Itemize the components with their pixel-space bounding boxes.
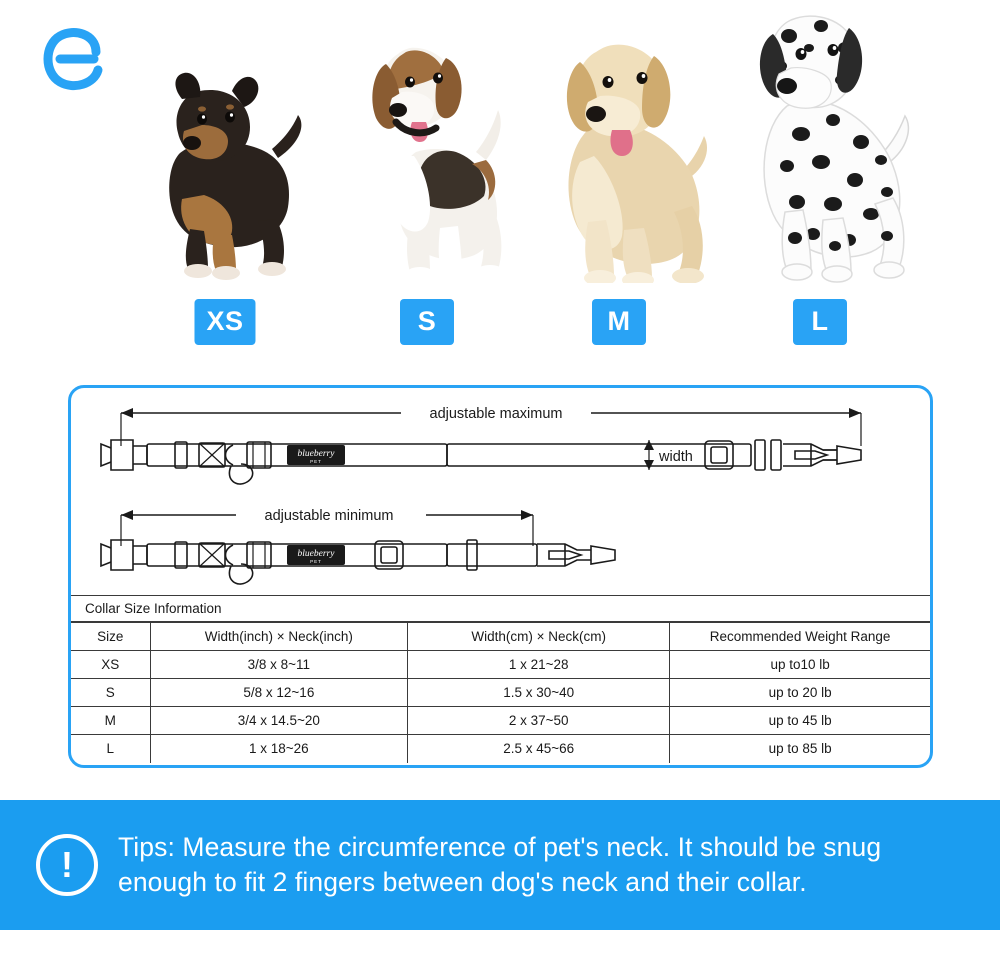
table-row bbox=[71, 735, 930, 763]
cell-cm: 2.5 x 45~66 bbox=[408, 735, 670, 763]
brand-logo bbox=[34, 22, 108, 96]
th-inch: Width(inch) × Neck(inch) bbox=[150, 623, 408, 651]
table-row bbox=[71, 679, 930, 707]
cell-cm: 2 x 37~50 bbox=[408, 707, 670, 735]
cell-inch: 3/4 x 14.5~20 bbox=[150, 707, 408, 735]
cell-weight: up to 20 lb bbox=[670, 679, 930, 707]
cell-size: S bbox=[71, 679, 150, 707]
dog-size-gallery bbox=[120, 0, 1000, 355]
exclamation-circle-icon: ! bbox=[36, 834, 98, 896]
table-header-row bbox=[71, 623, 930, 651]
dog-size-item bbox=[725, 0, 915, 355]
collar-size-table bbox=[71, 595, 930, 763]
cell-cm: 1.5 x 30~40 bbox=[408, 679, 670, 707]
table-caption: Collar Size Information bbox=[71, 595, 930, 622]
cell-inch: 5/8 x 12~16 bbox=[150, 679, 408, 707]
cell-weight: up to 85 lb bbox=[670, 735, 930, 763]
width-label: width bbox=[659, 449, 693, 465]
dog-golden-retriever-photo-icon bbox=[524, 8, 714, 283]
cell-inch: 3/8 x 8~11 bbox=[150, 651, 408, 679]
th-cm: Width(cm) × Neck(cm) bbox=[408, 623, 670, 651]
size-table-wrap bbox=[71, 595, 930, 765]
adjustable-maximum-label: adjustable maximum bbox=[429, 406, 563, 422]
dog-size-item bbox=[130, 0, 320, 355]
collar-diagram-panel bbox=[68, 385, 933, 768]
collar-brand-top: blueberry bbox=[297, 449, 335, 459]
svg-text:PET: PET bbox=[310, 559, 322, 564]
size-badge-l: L bbox=[793, 299, 847, 345]
dog-size-item bbox=[524, 0, 714, 355]
adjustable-minimum-label: adjustable minimum bbox=[264, 508, 394, 524]
collar-drawings bbox=[71, 388, 930, 598]
th-weight: Recommended Weight Range bbox=[670, 623, 930, 651]
size-badge-xs: XS bbox=[194, 299, 255, 345]
tips-text: Tips: Measure the circumference of pet's neck. It should be snug enough to fit 2 fingers between dog's neck and their collar. bbox=[118, 832, 882, 897]
table-row bbox=[71, 707, 930, 735]
table-row bbox=[71, 651, 930, 679]
dog-dalmatian-photo-icon bbox=[725, 8, 915, 283]
svg-text:PET: PET bbox=[310, 459, 322, 464]
cell-size: XS bbox=[71, 651, 150, 679]
cell-weight: up to10 lb bbox=[670, 651, 930, 679]
tips-banner bbox=[0, 800, 1000, 930]
cell-weight: up to 45 lb bbox=[670, 707, 930, 735]
dog-puppy-photo-icon bbox=[130, 8, 320, 283]
cell-inch: 1 x 18~26 bbox=[150, 735, 408, 763]
dog-beagle-photo-icon bbox=[332, 8, 522, 283]
collar-brand-bottom: blueberry bbox=[297, 549, 335, 559]
size-badge-s: S bbox=[400, 299, 454, 345]
dog-size-item bbox=[332, 0, 522, 355]
th-size: Size bbox=[71, 623, 150, 651]
size-badge-m: M bbox=[592, 299, 646, 345]
cell-cm: 1 x 21~28 bbox=[408, 651, 670, 679]
cell-size: M bbox=[71, 707, 150, 735]
cell-size: L bbox=[71, 735, 150, 763]
